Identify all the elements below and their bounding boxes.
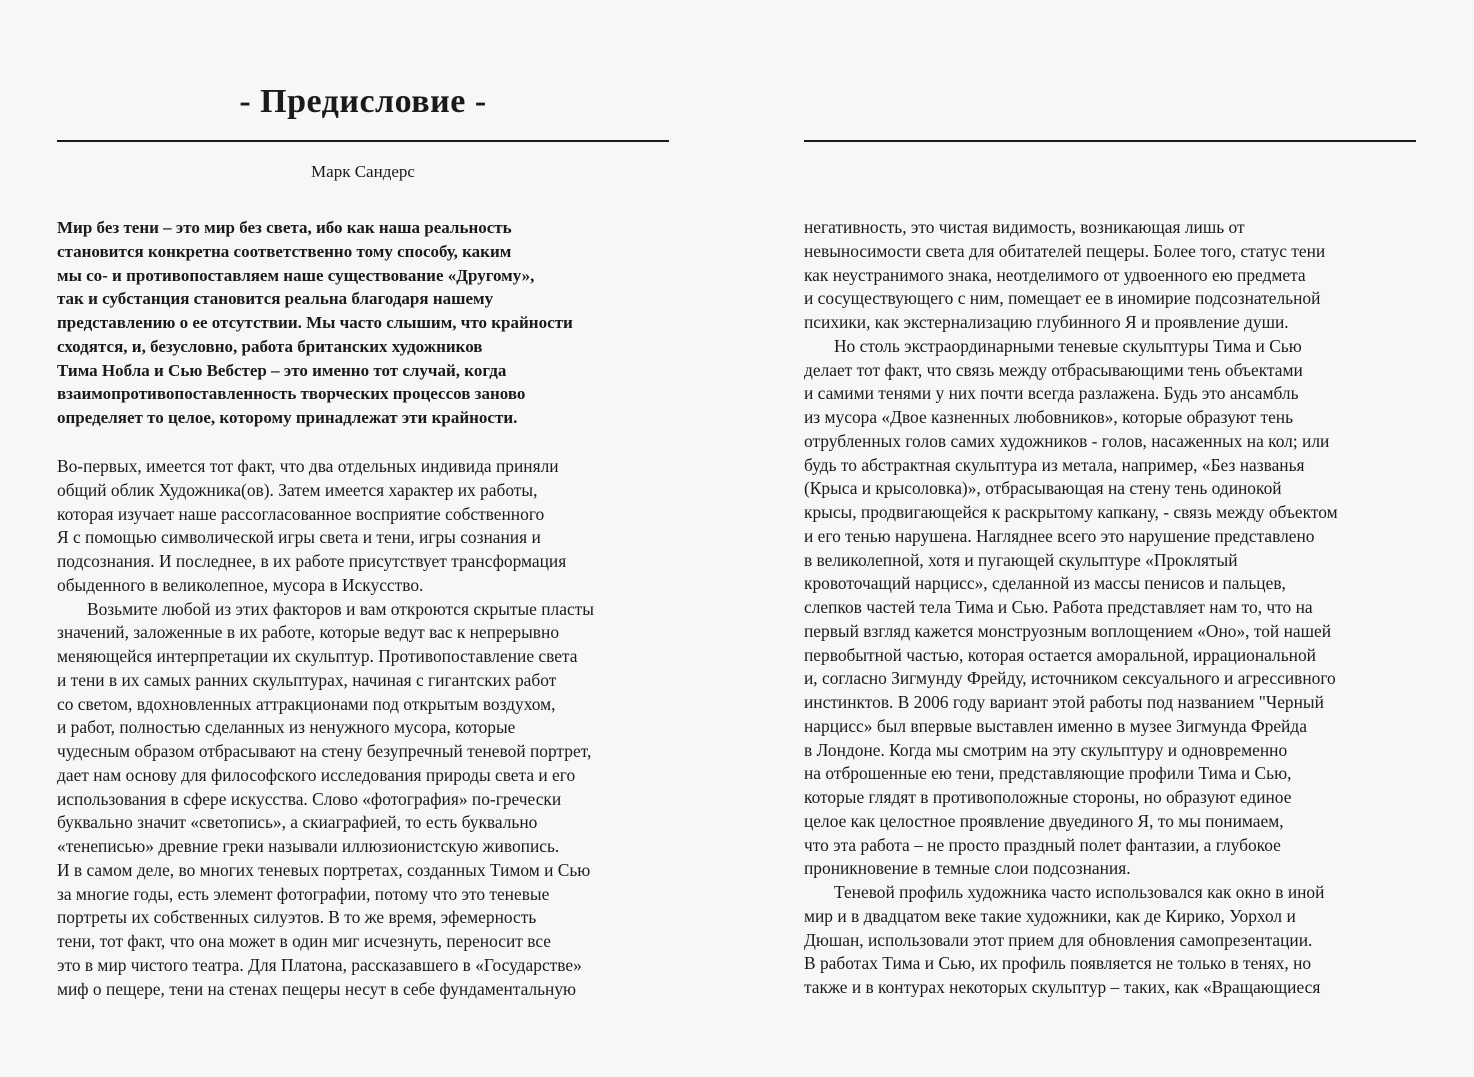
body-line: Теневой профиль художника часто использовался как окно в иной [834,882,1325,902]
title-divider-left [57,140,669,142]
body-line: И в самом деле, во многих теневых портретах, созданных Тимом и Сью [57,859,591,880]
lead-paragraph [57,216,669,430]
body-line: делает тот факт, что связь между отбрасывающими тень объектами [804,359,1303,380]
lead-line: определяет то целое, которому принадлежат эти крайности. [57,408,518,427]
body-line: мир и в двадцатом веке такие художники, как де Кирико, Уорхол и [804,905,1296,926]
body-line: и сосуществующего с ним, помещает ее в иномирие подсознательной [804,288,1321,309]
body-line: целое как целостное проявление двуединого Я, то мы понимаем, [804,810,1284,831]
body-line: и, согласно Зигмунду Фрейду, источником сексуального и агрессивного [804,668,1336,689]
body-line: которые глядят в противоположные стороны, но образуют единое [804,787,1292,807]
body-line: инстинктов. В 2006 году вариант этой работы под названием "Черный [804,692,1324,712]
body-line: и его тенью нарушена. Нагляднее всего это нарушение представлено [804,525,1315,546]
body-line: со светом, вдохновленных аттракционами под открытым воздухом, [57,693,556,714]
body-line: Во-первых, имеется тот факт, что два отдельных индивида приняли [57,456,559,476]
body-line: первый взгляд кажется монструозным воплощением «Оно», той нашей [804,620,1332,641]
body-line: использования в сфере искусства. Слово «фотография» по-гречески [57,788,562,809]
body-line: тени, тот факт, что она может в один миг исчезнуть, переносит все [57,931,551,951]
body-line: которая изучает наше рассогласованное восприятие собственного [57,503,545,524]
body-line: кровоточащий нарцисс», сделанной из массы пенисов и пальцев, [804,573,1286,594]
body-line: (Крыса и крысоловка)», отбрасывающая на стену тень одинокой [804,478,1282,499]
lead-line: так и субстанция становится реальна благодаря нашему [57,289,494,309]
author-name: Марк Сандерс [311,162,415,181]
body-line: значений, заложенные в их работе, которые ведут вас к непрерывно [57,622,560,643]
body-line: первобытной частью, которая остается аморальной, иррациональной [804,644,1316,665]
body-line: невыносимости света для обитателей пещеры. Более того, статус тени [804,240,1326,261]
body-line: также и в контурах некоторых скульптур – таких, как «Вращающиеся [804,977,1321,997]
body-line: нарцисс» был впервые выставлен именно в музее Зигмунда Фрейда [804,715,1307,736]
body-line: Но столь экстраординарными теневые скульптуры Тима и Сью [834,335,1302,356]
body-line: подсознания. И последнее, в их работе присутствует трансформация [57,551,567,571]
body-line: будь то абстрактная скульптура из метала, например, «Без названья [804,454,1305,475]
body-line: миф о пещере, тени на стенах пещеры несут в себе фундаментальную [57,978,577,999]
body-line: и работ, полностью сделанных из ненужного мусора, которые [57,717,516,738]
body-line: портреты их собственных силуэтов. В то же время, эфемерность [57,907,537,928]
lead-line: становится конкретна соответственно тому способу, каким [57,241,512,261]
left-body-text [57,455,669,1001]
body-line: в великолепной, хотя и пугающей скульптуре «Проклятый [804,549,1238,570]
page-title: - Предисловие - [239,83,487,120]
right-body-text [804,216,1416,1000]
lead-line: Тима Нобла и Сью Вебстер – это именно тот случай, когда [57,360,507,380]
lead-line: мы со- и противопоставляем наше существование «Другому», [57,265,535,285]
lead-line: представлению о ее отсутствии. Мы часто слышим, что крайности [57,313,573,332]
body-line: буквально значит «светопись», а скиаграфией, то есть буквально [57,812,538,833]
body-line: психики, как экстернализацию глубинного Я и проявление души. [804,312,1289,332]
body-line: за многие годы, есть элемент фотографии, потому что это теневые [57,883,550,904]
body-line: общий облик Художника(ов). Затем имеется характер их работы, [57,479,538,500]
body-line: Дюшан, использовали этот прием для обновления самопрезентации. [804,929,1313,950]
body-line: что эта работа – не просто праздный полет фантазии, а глубокое [804,834,1281,855]
body-line: негативность, это чистая видимость, возникающая лишь от [804,217,1245,237]
body-line: и самими тенями у них почти всегда разлажена. Будь это ансамбль [804,383,1299,404]
body-line: на отброшенные ею тени, представляющие профили Тима и Сью, [804,763,1292,784]
body-line: из мусора «Двое казненных любовников», которые образуют тень [804,407,1294,427]
body-line: чудесным образом отбрасывают на стену безупречный теневой портрет, [57,741,592,761]
title-divider-right [804,140,1416,142]
body-line: в Лондоне. Когда мы смотрим на эту скульптуру и одновременно [804,739,1288,760]
body-line: как неустранимого знака, неотделимого от удвоенного ею предмета [804,264,1306,285]
body-line: это в мир чистого театра. Для Платона, рассказавшего в «Государстве» [57,954,582,975]
body-line: обыденного в великолепное, мусора в Искусство. [57,574,424,595]
lead-line: Мир без тени – это мир без света, ибо как наша реальность [57,218,512,237]
lead-line: сходятся, и, безусловно, работа британских художников [57,336,483,356]
body-line: В работах Тима и Сью, их профиль появляется не только в тенях, но [804,953,1312,974]
body-line: дает нам основу для философского исследования природы света и его [57,764,576,785]
lead-line: взаимопротивопоставленность творческих процессов заново [57,384,526,404]
body-line: меняющейся интерпретации их скульптур. Противопоставление света [57,646,578,666]
body-line: Возьмите любой из этих факторов и вам откроются скрытые пласты [87,598,594,619]
body-line: крысы, продвигающейся к раскрытому капкану, - связь между объектом [804,502,1338,522]
body-line: и тени в их самых ранних скульптурах, начиная с гигантских работ [57,669,557,690]
body-line: отрубленных голов самих художников - голов, насаженных на кол; или [804,430,1330,451]
body-line: слепков частей тела Тима и Сью. Работа представляет нам то, что на [804,597,1313,617]
body-line: «тенеписью» древние греки называли иллюзионистскую живопись. [57,836,560,856]
body-line: проникновение в темные слои подсознания. [804,858,1131,879]
body-line: Я с помощью символической игры света и тени, игры сознания и [57,527,541,548]
